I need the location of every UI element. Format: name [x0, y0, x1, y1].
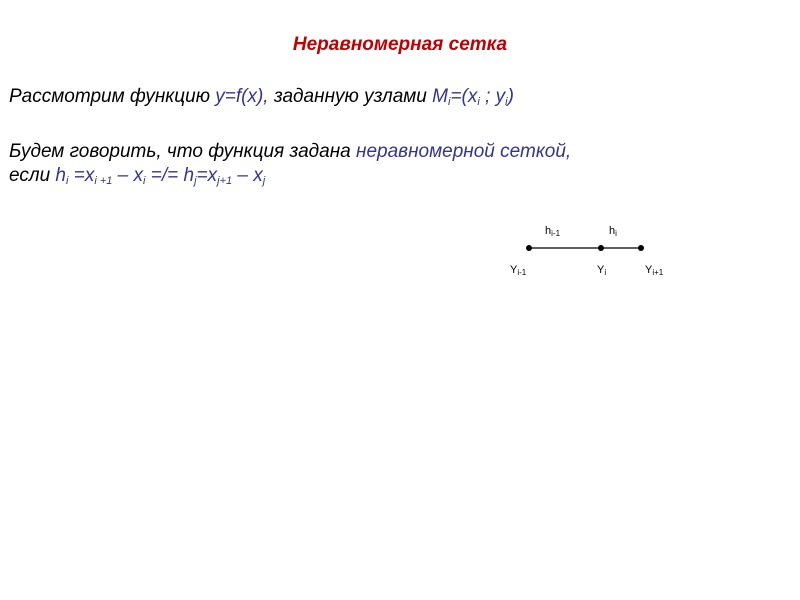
node-point-left: [526, 245, 532, 251]
highlight-term: неравномерной сеткой,: [356, 141, 572, 162]
node-point-right: [638, 245, 644, 251]
y-right-label: $Y_{i+1}$: [645, 264, 664, 277]
y-left-label: $Y_{i-1}$: [510, 264, 527, 277]
node-point-middle: [598, 245, 604, 251]
text: Будем говорить, что функция задана: [9, 141, 357, 162]
h-left-label: $h_{i-1}$: [545, 225, 561, 238]
slide-title: Неравномерная сетка: [292, 34, 508, 55]
function-expr: y=f(x),: [215, 86, 269, 107]
h-right-label: $h_i$: [609, 225, 617, 238]
node-expr: $M_i=(x_i$ ; $y_i$): [432, 86, 514, 108]
text: заданную узлами: [268, 86, 433, 107]
y-middle-label: $Y_i$: [597, 264, 607, 277]
condition-expr: $h_i =x_{i +1} - x_i$ =/= $h_j=x_{j+1} - x_j$: [55, 165, 266, 187]
text: Рассмотрим функцию: [9, 86, 216, 107]
text: если: [9, 165, 56, 186]
